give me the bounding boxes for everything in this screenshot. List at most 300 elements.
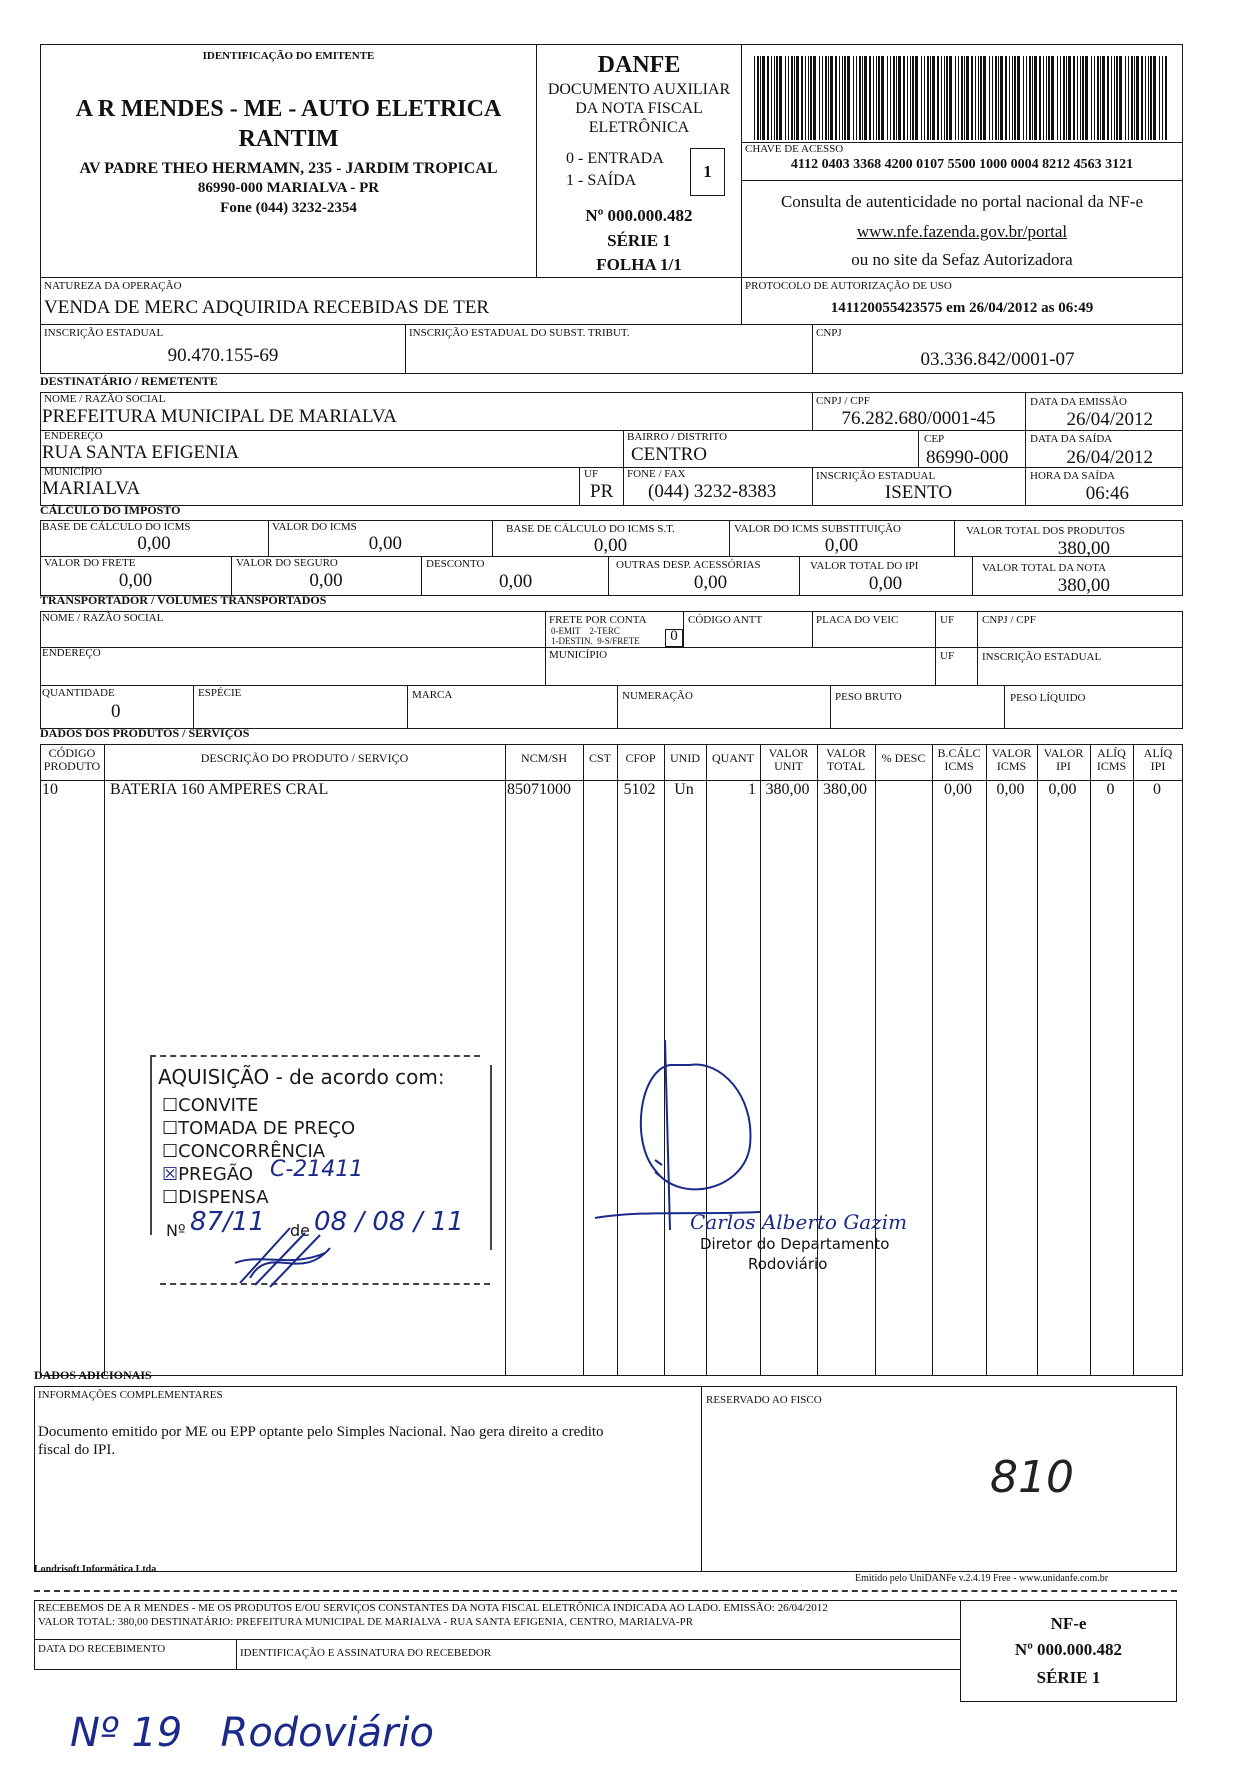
checkbox-icon: ☐	[162, 1141, 179, 1162]
barcode-bar	[896, 56, 897, 140]
canhoto-serie: SÉRIE 1	[1036, 1668, 1101, 1687]
dest-emissao: 26/04/2012	[1066, 409, 1153, 430]
protocolo-value: 141120055423575 em 26/04/2012 as 06:49	[830, 300, 1094, 316]
header-quant: QUANT	[712, 751, 754, 765]
header-aliq-icms: ALÍQ ICMS	[1096, 746, 1127, 773]
tr-marca-label: MARCA	[412, 689, 453, 701]
cell-aliq-icms: 0	[1106, 781, 1115, 798]
signature-role-2: Rodoviário	[748, 1255, 828, 1273]
barcode-bar	[1102, 56, 1105, 140]
cell-valor-total: 380,00	[823, 781, 867, 798]
consulta-divider	[741, 180, 1183, 181]
barcode-bar	[980, 56, 982, 140]
barcode-bar	[1034, 56, 1037, 140]
barcode-bar	[878, 56, 880, 140]
barcode-bar	[1068, 56, 1071, 140]
consulta-text: Consulta de autenticidade no portal nacional da NF-e	[780, 192, 1144, 211]
emitente-city: 86990-000 MARIALVA - PR	[197, 180, 380, 196]
barcode-bar	[1116, 56, 1118, 140]
barcode-bar	[825, 56, 827, 140]
barcode	[752, 56, 1172, 140]
stamp-opt-2	[162, 1118, 355, 1139]
cell-codigo: 10	[42, 781, 58, 798]
col-divider	[1133, 744, 1134, 1376]
stamp-border-right	[490, 1065, 492, 1250]
barcode-bar	[1009, 56, 1010, 140]
tr-v3	[812, 611, 813, 647]
barcode-bar	[912, 56, 914, 140]
consulta-url[interactable]: www.nfe.fazenda.gov.br/portal	[856, 222, 1068, 241]
emitente-label: IDENTIFICAÇÃO DO EMITENTE	[202, 50, 375, 62]
imp-outras-label: OUTRAS DESP. ACESSÓRIAS	[616, 559, 761, 571]
barcode-bar	[1131, 56, 1133, 140]
checked-checkbox-icon: ☒	[162, 1164, 179, 1185]
barcode-bar	[1043, 56, 1044, 140]
header-bcalc-icms: B.CÁLC ICMS	[937, 746, 981, 773]
stamp-opt-4	[162, 1164, 253, 1185]
barcode-bar	[910, 56, 911, 140]
barcode-bar	[890, 56, 891, 140]
adicionais-section: DADOS ADICIONAIS	[34, 1368, 152, 1382]
destinatario-section: DESTINATÁRIO / REMETENTE	[40, 374, 218, 388]
dest-hora-label: HORA DA SAÍDA	[1030, 470, 1115, 482]
barcode-bar	[907, 56, 908, 140]
barcode-bar	[779, 56, 782, 140]
cnpj-value: 03.336.842/0001-07	[920, 349, 1075, 370]
barcode-bar	[1063, 56, 1065, 140]
barcode-bar	[998, 56, 999, 140]
stamp-no-prefix: Nº	[166, 1221, 186, 1240]
imp-base-st-label: BASE DE CÁLCULO DO ICMS S.T.	[506, 523, 675, 535]
tr-v5	[977, 611, 978, 686]
barcode-bar	[835, 56, 837, 140]
canhoto-data-label: DATA DO RECEBIMENTO	[38, 1643, 166, 1655]
dest-ie: ISENTO	[884, 482, 953, 503]
cell-bcalc-icms: 0,00	[944, 781, 972, 798]
dest-nome-label: NOME / RAZÃO SOCIAL	[44, 393, 166, 405]
barcode-bar	[774, 56, 775, 140]
barcode-bar	[944, 56, 945, 140]
barcode-bar	[767, 56, 769, 140]
dest-row-line-1	[40, 430, 1183, 431]
barcode-bar	[1032, 56, 1033, 140]
canhoto-recebemos-2: VALOR TOTAL: 380,00 DESTINATÁRIO: PREFEITURA MUNICIPAL DE MARIALVA - RUA SANTA EFIGENIA, CENTRO, MARIALVA-PR	[38, 1616, 694, 1628]
dest-cep-label: CEP	[924, 433, 945, 445]
cell-ncm: 85071000	[507, 781, 571, 798]
barcode-bar	[1039, 56, 1041, 140]
cell-unid: Un	[674, 781, 694, 798]
barcode-bar	[989, 56, 990, 140]
danfe-entrada: 0 - ENTRADA	[566, 150, 664, 167]
barcode-bar	[1111, 56, 1112, 140]
tr-v4	[935, 611, 936, 686]
cut-line	[34, 1590, 1177, 1592]
danfe-serie: SÉRIE 1	[607, 231, 671, 250]
barcode-bar	[1051, 56, 1054, 140]
dest-vline-cep	[918, 430, 919, 467]
barcode-bar	[992, 56, 993, 140]
barcode-bar	[1150, 56, 1152, 140]
barcode-bar	[876, 56, 877, 140]
barcode-bar	[844, 56, 846, 140]
natureza-value: VENDA DE MERC ADQUIRIDA RECEBIDAS DE TER	[44, 297, 490, 318]
tr-placa-label: PLACA DO VEIC	[816, 614, 899, 626]
barcode-bar	[932, 56, 935, 140]
tr-v7	[407, 685, 408, 729]
danfe-subtitle-2: DA NOTA FISCAL	[575, 100, 703, 117]
barcode-bar	[801, 56, 803, 140]
barcode-bar	[995, 56, 997, 140]
tr-antt-label: CÓDIGO ANTT	[688, 614, 763, 626]
dest-endereco: RUA SANTA EFIGENIA	[42, 442, 239, 463]
barcode-bar	[788, 56, 789, 140]
col-divider	[505, 744, 506, 1376]
dest-bairro: CENTRO	[631, 444, 707, 465]
barcode-bar	[975, 56, 976, 140]
imp-total-nota: 380,00	[1057, 575, 1110, 596]
imp-total-prod-label: VALOR TOTAL DOS PRODUTOS	[966, 525, 1125, 537]
tr-endereco-label: ENDEREÇO	[42, 647, 101, 659]
signature-name: Carlos Alberto Gazim	[690, 1210, 908, 1234]
dest-uf: PR	[590, 481, 614, 502]
danfe-subtitle-3: ELETRÔNICA	[588, 119, 690, 136]
danfe-numero: Nº 000.000.482	[585, 206, 693, 225]
header-cfop: CFOP	[625, 751, 656, 765]
emitente-name-1: A R MENDES - ME - AUTO ELETRICA	[75, 96, 502, 122]
tr-uf2-label: UF	[940, 650, 955, 662]
stamp-opt-5-label: DISPENSA	[178, 1187, 269, 1208]
tr-frete-opt1: 0-EMIT 2-TERC	[551, 626, 620, 636]
barcode-bar	[808, 56, 809, 140]
tr-frete-label: FRETE POR CONTA	[549, 614, 647, 626]
barcode-bar	[946, 56, 948, 140]
imp-total-prod: 380,00	[1057, 538, 1110, 559]
ie-st-label: INSCRIÇÃO ESTADUAL DO SUBST. TRIBUT.	[409, 327, 630, 339]
dest-saida-label: DATA DA SAÍDA	[1030, 433, 1113, 445]
barcode-bar	[830, 56, 833, 140]
dest-cep: 86990-000	[926, 447, 1009, 468]
barcode-bar	[873, 56, 874, 140]
tr-nome-label: NOME / RAZÃO SOCIAL	[42, 612, 164, 624]
barcode-bar	[924, 56, 925, 140]
emitente-address: AV PADRE THEO HERMAMN, 235 - JARDIM TROPICAL	[79, 160, 498, 177]
imp-desconto-label: DESCONTO	[426, 558, 485, 570]
imp-valor-st: 0,00	[824, 535, 859, 556]
barcode-bar	[937, 56, 939, 140]
barcode-bar	[813, 56, 816, 140]
col-divider	[104, 744, 105, 1376]
barcode-bar	[853, 56, 854, 140]
dest-vline-uf	[579, 467, 580, 506]
barcode-bar	[760, 56, 761, 140]
imp-ipi-label: VALOR TOTAL DO IPI	[810, 560, 919, 572]
stamp-de: de	[290, 1221, 310, 1240]
cell-descricao: BATERIA 160 AMPERES CRAL	[110, 781, 329, 798]
tr-v6	[193, 685, 194, 729]
barcode-bar	[881, 56, 884, 140]
dest-row-line-2	[40, 467, 1183, 468]
barcode-bar	[1012, 56, 1013, 140]
danfe-subtitle-1: DOCUMENTO AUXILIAR	[547, 81, 731, 98]
stamp-opt-5	[162, 1187, 269, 1208]
ie-value: 90.470.155-69	[167, 345, 279, 366]
cell-valor-unit: 380,00	[765, 781, 810, 798]
barcode-bar	[869, 56, 871, 140]
imp-seguro-label: VALOR DO SEGURO	[236, 557, 338, 569]
tr-quantidade: 0	[111, 701, 121, 722]
imp-desconto: 0,00	[499, 571, 533, 592]
tr-cnpj-label: CNPJ / CPF	[982, 614, 1036, 626]
col-divider	[1090, 744, 1091, 1376]
barcode-bar	[978, 56, 979, 140]
barcode-bar	[893, 56, 895, 140]
barcode-bar	[1023, 56, 1024, 140]
danfe-title: DANFE	[597, 52, 681, 78]
barcode-bar	[762, 56, 765, 140]
danfe-saida: 1 - SAÍDA	[566, 172, 637, 189]
adic-info-2: fiscal do IPI.	[38, 1442, 116, 1458]
barcode-bar	[1000, 56, 1003, 140]
dest-nome: PREFEITURA MUNICIPAL DE MARIALVA	[42, 406, 397, 427]
imp-ipi: 0,00	[868, 573, 903, 594]
barcode-bar	[1057, 56, 1058, 140]
ie-label: INSCRIÇÃO ESTADUAL	[44, 327, 164, 339]
barcode-bar	[1107, 56, 1109, 140]
barcode-bar	[1085, 56, 1088, 140]
tr-municipio-label: MUNICÍPIO	[549, 649, 608, 661]
stamp-pregao-hand: C-21411	[270, 1157, 364, 1182]
barcode-bar	[822, 56, 823, 140]
barcode-bar	[864, 56, 867, 140]
barcode-bar	[1094, 56, 1095, 140]
tr-v2	[683, 611, 684, 647]
barcode-bar	[964, 56, 965, 140]
imp-total-nota-label: VALOR TOTAL DA NOTA	[982, 562, 1107, 574]
canhoto-numero: Nº 000.000.482	[1014, 1640, 1123, 1659]
barcode-bar	[1100, 56, 1101, 140]
tr-v8	[617, 685, 618, 729]
dest-bairro-label: BAIRRO / DISTRITO	[627, 431, 728, 443]
tr-numeracao-label: NUMERAÇÃO	[622, 690, 693, 702]
barcode-bar	[949, 56, 952, 140]
natureza-label: NATUREZA DA OPERAÇÃO	[44, 280, 182, 292]
barcode-bar	[1005, 56, 1007, 140]
canhoto-nfe: NF-e	[1050, 1614, 1087, 1633]
barcode-bar	[898, 56, 901, 140]
barcode-bar	[757, 56, 759, 140]
barcode-bar	[971, 56, 973, 140]
barcode-bar	[903, 56, 905, 140]
dest-vline-bairro	[623, 430, 624, 467]
dest-municipio: MARIALVA	[42, 478, 141, 499]
danfe-tipo: 1	[703, 162, 712, 181]
header-valor-total: VALOR TOTAL	[826, 746, 866, 773]
dest-cnpj: 76.282.680/0001-45	[841, 408, 996, 429]
produtos-section: DADOS DOS PRODUTOS / SERVIÇOS	[40, 726, 250, 740]
header-unid: UNID	[670, 751, 700, 765]
header-codigo: CÓDIGO PRODUTO	[43, 746, 101, 773]
barcode-bar	[930, 56, 931, 140]
barcode-bar	[859, 56, 861, 140]
stamp-border-left	[150, 1055, 152, 1235]
barcode-bar	[1029, 56, 1031, 140]
barcode-bar	[776, 56, 778, 140]
imp-valor-st-label: VALOR DO ICMS SUBSTITUIÇÃO	[734, 523, 901, 535]
checkbox-icon: ☐	[162, 1187, 179, 1208]
dest-saida: 26/04/2012	[1066, 447, 1153, 468]
barcode-bar	[771, 56, 772, 140]
tr-especie-label: ESPÉCIE	[198, 687, 242, 699]
dest-cnpj-label: CNPJ / CPF	[816, 395, 870, 407]
barcode-bar	[819, 56, 820, 140]
dest-vline-fone	[623, 467, 624, 506]
stamp-opt-4-label: PREGÃO	[178, 1164, 253, 1185]
protocolo-label: PROTOCOLO DE AUTORIZAÇÃO DE USO	[745, 280, 952, 292]
dest-emissao-label: DATA DA EMISSÃO	[1030, 396, 1127, 408]
barcode-bar	[1148, 56, 1149, 140]
barcode-bar	[828, 56, 829, 140]
cell-valor-ipi: 0,00	[1048, 781, 1077, 798]
stamp-scribble-signature	[230, 1223, 350, 1293]
barcode-bar	[966, 56, 969, 140]
barcode-bar	[1077, 56, 1078, 140]
barcode-bar	[1066, 56, 1067, 140]
stamp-opt-2-label: TOMADA DE PREÇO	[178, 1118, 356, 1139]
barcode-bar	[796, 56, 799, 140]
imp-frete: 0,00	[118, 570, 153, 591]
stamp-opt-1	[162, 1095, 258, 1116]
tr-uf-label: UF	[940, 614, 955, 626]
chave-label: CHAVE DE ACESSO	[745, 143, 844, 155]
stamp-border-top	[150, 1055, 480, 1057]
canhoto-h1	[34, 1639, 961, 1640]
danfe-folha: FOLHA 1/1	[596, 255, 682, 274]
barcode-bar	[927, 56, 929, 140]
barcode-bar	[847, 56, 850, 140]
barcode-bar	[1080, 56, 1081, 140]
imp-seguro: 0,00	[309, 570, 343, 591]
header-valor-unit: VALOR UNIT	[768, 746, 809, 773]
barcode-bar	[955, 56, 956, 140]
tr-v9	[830, 685, 831, 729]
imp-base-icms: 0,00	[137, 533, 171, 554]
header-valor-icms: VALOR ICMS	[991, 746, 1032, 773]
adic-reservado-label: RESERVADO AO FISCO	[706, 1394, 822, 1406]
stamp-no-hand: 87/11	[190, 1207, 265, 1237]
barcode-bar	[1136, 56, 1139, 140]
barcode-bar	[794, 56, 795, 140]
barcode-bar	[1162, 56, 1163, 140]
adic-info: Documento emitido por ME ou EPP optante pelo Simples Nacional. Nao gera direito a credito	[38, 1424, 604, 1440]
tr-h1	[40, 647, 1183, 648]
imposto-section: CÁLCULO DO IMPOSTO	[40, 503, 181, 517]
barcode-bar	[842, 56, 843, 140]
stamp-title: AQUISIÇÃO - de acordo com:	[158, 1065, 445, 1089]
aquisicao-stamp	[150, 1055, 490, 1285]
barcode-bar	[1114, 56, 1115, 140]
cell-cfop: 5102	[623, 781, 656, 798]
header-aliq-ipi: ALÍQ IPI	[1143, 746, 1173, 773]
barcode-bar	[1165, 56, 1167, 140]
tr-frete-value: 0	[670, 628, 678, 644]
barcode-bar	[1073, 56, 1075, 140]
adic-v1	[701, 1386, 702, 1572]
canhoto-recebemos: RECEBEMOS DE A R MENDES - ME OS PRODUTOS E/OU SERVIÇOS CONSTANTES DA NOTA FISCAL ELETRÔNICA INDICADA AO LADO. EMISSÃO: 26/04/2012	[38, 1602, 828, 1614]
barcode-bar	[958, 56, 959, 140]
barcode-bar	[1017, 56, 1020, 140]
cell-quant: 1	[748, 781, 756, 798]
barcode-bar	[941, 56, 942, 140]
tr-peso-bruto-label: PESO BRUTO	[835, 691, 902, 703]
signature-role-1: Diretor do Departamento	[700, 1235, 890, 1253]
tr-v1	[545, 611, 546, 686]
dest-hora: 06:46	[1085, 483, 1129, 504]
col-divider	[932, 744, 933, 1376]
barcode-bar	[1097, 56, 1099, 140]
imp-frete-label: VALOR DO FRETE	[44, 557, 136, 569]
header-valor-ipi: VALOR IPI	[1043, 746, 1084, 773]
barcode-bar	[839, 56, 840, 140]
dest-ie-label: INSCRIÇÃO ESTADUAL	[816, 470, 936, 482]
barcode-bar	[1026, 56, 1027, 140]
imp-base-st: 0,00	[593, 535, 628, 556]
barcode-bar	[1014, 56, 1016, 140]
header-descricao: DESCRIÇÃO DO PRODUTO / SERVIÇO	[200, 751, 409, 765]
barcode-bar	[887, 56, 888, 140]
barcode-bar	[805, 56, 806, 140]
cnpj-label: CNPJ	[816, 327, 842, 339]
header-desc: % DESC	[881, 751, 926, 765]
stamp-date-hand: 08 / 08 / 11	[314, 1207, 464, 1237]
adic-hand-note: 810	[990, 1452, 1074, 1503]
tr-quantidade-label: QUANTIDADE	[42, 687, 115, 699]
barcode-bar	[1125, 56, 1126, 140]
barcode-bar	[1060, 56, 1061, 140]
chave-value: 4112 0403 3368 4200 0107 5500 1000 0004 8212 4563 3121	[790, 157, 1134, 172]
barcode-bar	[961, 56, 963, 140]
barcode-bar	[785, 56, 786, 140]
checkbox-icon: ☐	[162, 1118, 179, 1139]
dest-endereco-label: ENDEREÇO	[44, 430, 103, 442]
barcode-bar	[754, 56, 755, 140]
imp-base-icms-label: BASE DE CÁLCULO DO ICMS	[42, 521, 191, 533]
imp-valor-icms: 0,00	[368, 533, 402, 554]
barcode-bar	[1145, 56, 1146, 140]
barcode-bar	[1134, 56, 1135, 140]
barcode-bar	[1128, 56, 1129, 140]
barcode-bar	[1082, 56, 1084, 140]
barcode-bar	[1153, 56, 1156, 140]
tr-ie-label: INSCRIÇÃO ESTADUAL	[982, 651, 1102, 663]
col-divider	[1037, 744, 1038, 1376]
barcode-bar	[856, 56, 857, 140]
dest-fone-label: FONE / FAX	[627, 468, 686, 480]
barcode-bar	[1159, 56, 1160, 140]
dest-uf-label: UF	[584, 468, 599, 480]
stamp-opt-1-label: CONVITE	[178, 1095, 259, 1116]
emitente-name-2: RANTIM	[238, 126, 339, 152]
barcode-bar	[1119, 56, 1122, 140]
header-cst: CST	[588, 751, 611, 765]
barcode-bar	[983, 56, 986, 140]
footer-software: Londrisoft Informática Ltda	[34, 1564, 157, 1575]
tr-frete-opt2: 1-DESTIN. 9-S/FRETE	[551, 636, 640, 646]
barcode-bar	[915, 56, 918, 140]
stamp-opt-3-label: CONCORRÊNCIA	[178, 1141, 326, 1162]
tr-peso-liquido-label: PESO LÍQUIDO	[1010, 692, 1086, 704]
barcode-bar	[791, 56, 793, 140]
barcode-bar	[810, 56, 812, 140]
